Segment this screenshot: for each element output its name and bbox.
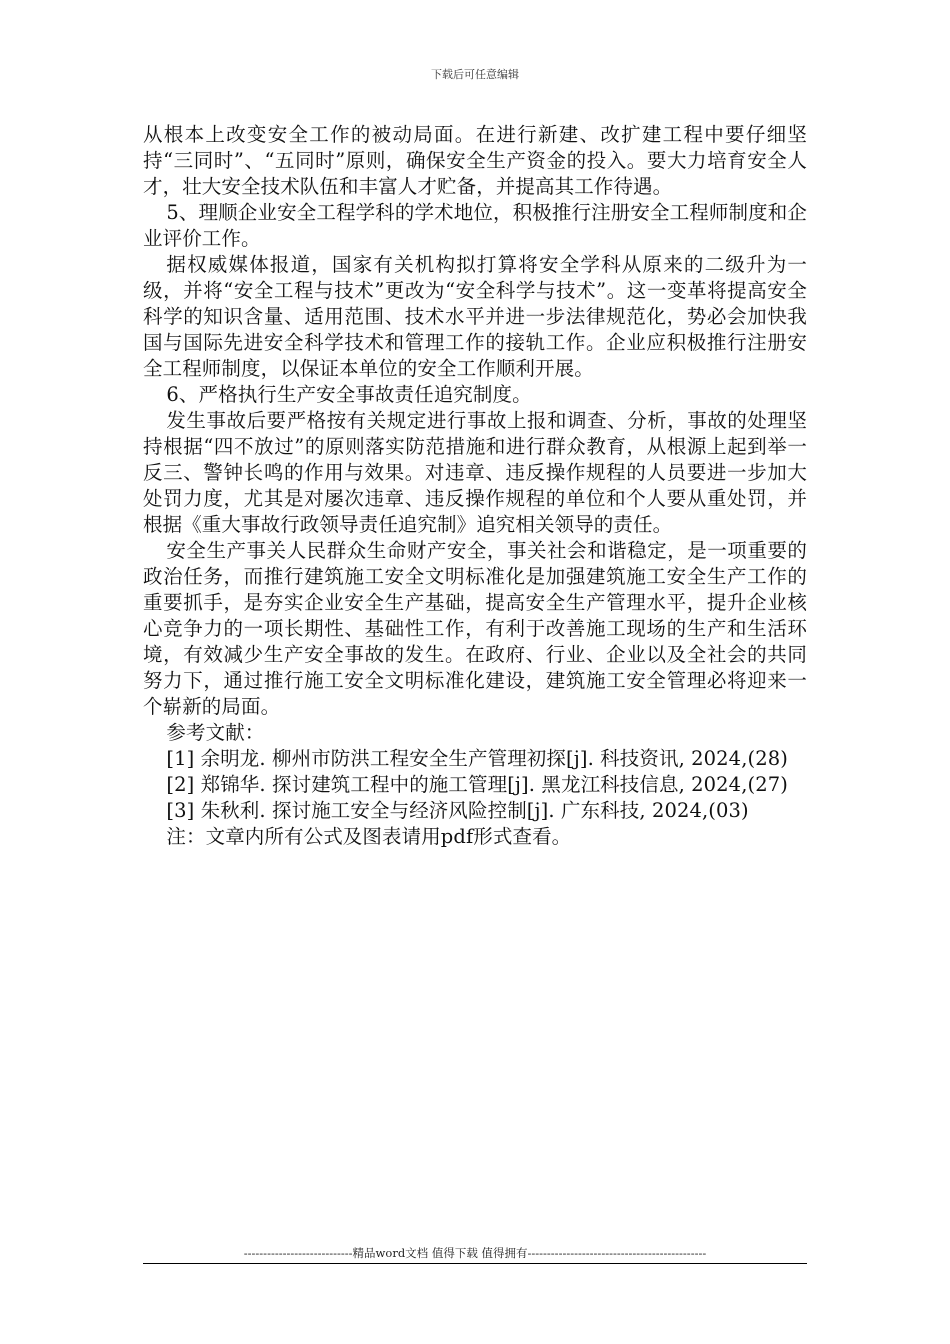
paragraph-5: 发生事故后要严格按有关规定进行事故上报和调查、分析，事故的处理坚持根据“四不放过”的原则落实防范措施和进行群众教育，从根源上起到举一反三、警钟长鸣的作用与效果。对违章、违反操作规程的人员要进一步加大处罚力度，尤其是对屡次违章、违反操作规程的单位和个人要从重处罚，并根据《重大事故行政领导责任追究制》追究相关领导的责任。 xyxy=(143,409,807,536)
paragraph-2: 5、理顺企业安全工程学科的学术地位，积极推行注册安全工程师制度和企业评价工作。 xyxy=(143,201,807,250)
paragraph-1: 从根本上改变安全工作的被动局面。在进行新建、改扩建工程中要仔细坚持“三同时”、“五同时”原则，确保安全生产资金的投入。要大力培育安全人才，壮大安全技术队伍和丰富人才贮备，并提高其工作待遇。 xyxy=(143,123,807,198)
page-footer: ----------------------------精品word文档 值得下载 值得拥有---------------------------------------------- xyxy=(243,1246,707,1260)
paragraph-3: 据权威媒体报道，国家有关机构拟打算将安全学科从原来的二级升为一级，并将“安全工程与技术”更改为“安全科学与技术”。这一变革将提高安全科学的知识含量、适用范围、技术水平并进一步法律规范化，势必会加快我国与国际先进安全科学技术和管理工作的接轨工作。企业应积极推行注册安全工程师制度，以保证本单位的安全工作顺利开展。 xyxy=(143,253,807,380)
note: 注：文章内所有公式及图表请用pdf形式查看。 xyxy=(166,825,572,848)
references-heading: 参考文献： xyxy=(166,721,265,744)
document-body xyxy=(143,122,807,850)
reference-2: [2] 郑锦华. 探讨建筑工程中的施工管理[j]. 黑龙江科技信息, 2024,(27) xyxy=(166,773,788,796)
footer-rule xyxy=(143,1263,807,1264)
paragraph-6: 安全生产事关人民群众生命财产安全，事关社会和谐稳定，是一项重要的政治任务，而推行建筑施工安全文明标准化是加强建筑施工安全生产工作的重要抓手，是夯实企业安全生产基础，提高安全生产管理水平，提升企业核心竞争力的一项长期性、基础性工作，有利于改善施工现场的生产和生活环境，有效减少生产安全事故的发生。在政府、行业、企业以及全社会的共同努力下，通过推行施工安全文明标准化建设，建筑施工安全管理必将迎来一个崭新的局面。 xyxy=(143,539,807,718)
reference-3: [3] 朱秋利. 探讨施工安全与经济风险控制[j]. 广东科技, 2024,(03) xyxy=(166,799,749,822)
reference-1: [1] 余明龙. 柳州市防洪工程安全生产管理初探[j]. 科技资讯, 2024,(28) xyxy=(166,747,788,770)
paragraph-4: 6、严格执行生产安全事故责任追究制度。 xyxy=(166,383,532,406)
page-header: 下载后可任意编辑 xyxy=(431,68,519,81)
